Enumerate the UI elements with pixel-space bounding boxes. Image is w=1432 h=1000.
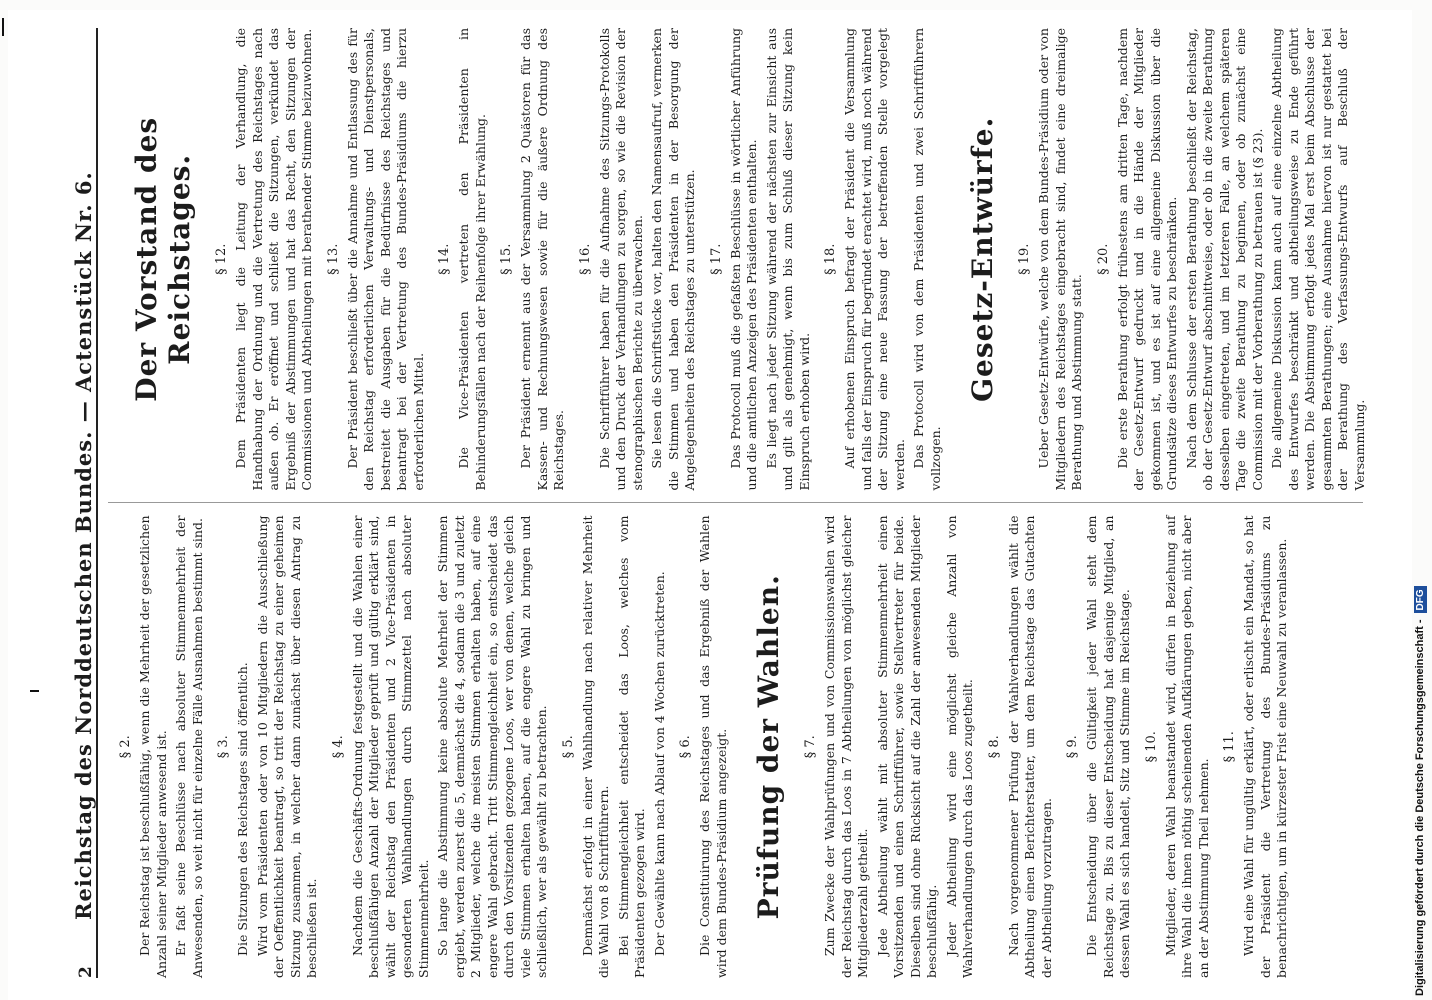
paragraph-number: § 15. [499, 243, 514, 275]
paragraph-text: Wird eine Wahl für ungültig erklärt, oder erlischt ein Mandat, so hat der Präsident die Vertretung des Bundes-Präsidiums zu benachrichtigen, um in kürzester Frist eine Neuwahl zu veranlassen. [1241, 515, 1289, 978]
paragraph-text: Die erste Berathung erfolgt frühestens am dritten Tage, nachdem der Gesetz-Entwurf gedruckt und in die Hände der Mitglieder gekommen ist, und es ist auf eine allgemeine Diskussion über die Grundsätze dieses Entwurfes zu beschränken. [1114, 28, 1179, 491]
scan-mark [2, 18, 4, 36]
paragraph-text: Nachdem die Geschäfts-Ordnung festgestellt und die Wahlen einer beschlußfähigen Anzahl der Mitglieder geprüft und gültig erklärt sind, wählt der Reichstag den Präsidenten und 2 Vice-Präsidenten in gesonderten Wahlhandlungen durch Stimmzettel nach absoluter Stimmenmehrheit. [349, 515, 431, 978]
paragraph-number: § 12. [214, 243, 229, 275]
running-header [44, 28, 98, 978]
paragraph-text: Die Schriftführer haben für die Aufnahme des Sitzungs-Protokolls und den Druck der Verhandlungen zu sorgen, so wie die Revision der stenographischen Berichte zu überwachen. [596, 28, 645, 491]
paragraph-number: § 2. [118, 735, 133, 759]
paragraph-text: Das Protocoll muß die gefaßten Beschlüsse in wörtlicher Anführung und die amtlichen Anzeigen des Präsidenten enthalten. [727, 28, 759, 491]
paragraph-text: Die allgemeine Diskussion kann auch auf eine einzelne Abtheilung des Entwurfes beschränkt und abtheilungsweise zu Ende geführt werden. Die Abstimmung erfolgt jedes Mal erst beim Abschlusse der gesammten Berathungen; eine Ausnahme hiervon ist nur gestattet bei der Berathung des Verfassungs-Entwurfs auf Beschluß der Versammlung. [1269, 28, 1367, 491]
paragraph-text: Demnächst erfolgt in einer Wahlhandlung nach relativer Mehrheit die Wahl von 8 Schriftführern. [579, 515, 611, 978]
document-page [8, 10, 1412, 1000]
paragraph-number: § 4. [330, 735, 346, 759]
paragraph-text: Jede Abtheilung wählt mit absoluter Stimmenmehrheit einen Vorsitzenden und einen Schriftführer, sowie Stellvertreter für beide. Dieselben sind ohne Rücksicht auf die Zahl der anwesenden Mitglieder beschlußfähig. [874, 515, 939, 978]
section-heading-vorstand: Der Vorstand des Reichstages. [130, 116, 196, 402]
paragraph-text: Die Vice-Präsidenten vertreten den Präsidenten in Behinderungsfällen nach der Reihenfolge ihrer Erwählung. [456, 28, 488, 491]
paragraph-number: § 18. [823, 243, 838, 275]
paragraph-number: § 16. [577, 243, 593, 275]
paragraph-text: Zum Zwecke der Wahlprüfungen und von Commissionswahlen wird der Reichstag durch das Loos in 7 Abtheilungen von möglichst gleicher Mitgliederzahl getheilt. [822, 515, 870, 978]
right-column [108, 28, 1367, 504]
paragraph-text: Bei Stimmengleichheit entscheidet das Loos, welches vom Präsidenten gezogen wird. [615, 515, 647, 978]
paragraph-number: § 19. [1017, 243, 1032, 275]
paragraph-text: Dem Präsidenten liegt die Leitung der Verhandlung, die Handhabung der Ordnung und die Vertretung des Reichstages nach außen ob. Er eröffnet und schließt die Sitzungen, verkündet das Ergebniß der Abstimmungen und hat das Recht, den Sitzungen der Commissionen und Abtheilungen mit berathender Stimme beizuwohnen. [233, 28, 314, 491]
digitization-note [1409, 4, 1431, 996]
paragraph-text: Ueber Gesetz-Entwürfe, welche von dem Bundes-Präsidium oder von Mitgliedern des Reichstages eingebracht sind, findet eine dreimalige Berathung und Abstimmung statt. [1036, 28, 1084, 491]
paragraph-number: § 17. [708, 243, 724, 275]
paragraph-text: Mitglieder, deren Wahl beanstandet wird, dürfen in Beziehung auf ihre Wahl die ihnen nöthig scheinenden Aufklärungen geben, nicht aber an der Abstimmung Theil nehmen. [1162, 515, 1211, 978]
paragraph-number: § 20. [1095, 243, 1111, 275]
page-number: 2 [76, 966, 96, 978]
paragraph-number: § 10. [1143, 731, 1159, 763]
section-heading-wahlen: Prüfung der Wahlen. [752, 574, 785, 920]
paragraph-number: § 3. [216, 735, 231, 759]
paragraph-number: § 7. [803, 735, 818, 759]
paragraph-text: Wird vom Präsidenten oder von 10 Mitgliedern die Ausschließung der Oeffentlichkeit beantragt, so tritt der Reichstag zu einer geheimen Sitzung zusammen, in welcher dann zunächst über diesen Antrag zu beschließen ist. [254, 515, 319, 978]
paragraph-text: Der Gewählte kann nach Ablauf von 4 Wochen zurücktreten. [651, 571, 667, 956]
paragraph-number: § 5. [560, 735, 576, 759]
paragraph-text: Nach dem Schlusse der ersten Berathung beschließt der Reichstag, ob der Gesetz-Entwurf abschnittweise, oder ob in die zweite Berathung desselben eingetreten, und im letzteren Falle, an welchem späteren Tage die zweite Berathung zu beginnen, oder ob zunächst eine Commission mit der Vorberathung zu betrauen ist (§ 23). [1183, 28, 1265, 491]
paragraph-text: Das Protocoll wird von dem Präsidenten und zwei Schriftführern vollzogen. [911, 28, 943, 491]
paragraph-number: § 8. [986, 735, 1002, 759]
paragraph-number: § 9. [1065, 735, 1080, 759]
left-column [108, 504, 1363, 979]
paragraph-text: Der Präsident ernennt aus der Versammlung 2 Quästoren für das Kassen- und Rechnungswesen sowie für die äußere Ordnung des Reichstages. [518, 28, 566, 491]
dfg-credit-text: Digitalisierung gefördert durch die Deutsche Forschungsgemeinschaft - [1414, 619, 1426, 996]
paragraph-number: § 6. [678, 735, 693, 759]
paragraph-text: Er faßt seine Beschlüsse nach absoluter Stimmenmehrheit der Anwesenden, so weit nicht für einzelne Fälle Ausnahmen bestimmt sind. [173, 515, 205, 978]
paragraph-text: Der Reichstag ist beschlußfähig, wenn die Mehrheit der gesetzlichen Anzahl seiner Mitglieder anwesend ist. [137, 515, 169, 978]
dfg-logo: DFG [1414, 586, 1427, 613]
paragraph-text: Auf erhobenen Einspruch befragt der Präsident die Versammlung und falls der Einspruch für begründet erachtet wird, muß noch während der Sitzung eine neue Fassung der betreffenden Stelle vorgelegt werden. [842, 28, 907, 491]
paragraph-text: Sie lesen die Schriftstücke vor, halten den Namensaufruf, vermerken die Stimmen und haben den Präsidenten in der Besorgung der Angelegenheiten des Reichstages zu unterstützen. [649, 28, 697, 491]
paragraph-text: Es liegt nach jeder Sitzung während der nächsten zur Einsicht aus und gilt als genehmigt, wenn bis zum Schluß dieser Sitzung kein Einspruch erhoben wird. [763, 28, 812, 491]
scan-mark [30, 690, 39, 692]
running-title: Reichstag des Norddeutschen Bundes. — Actenstück Nr. 6. [71, 171, 96, 920]
paragraph-number: § 13. [325, 243, 341, 275]
paragraph-text: Nach vorgenommener Prüfung der Wahlverhandlungen wählt die Abtheilung einen Berichterstatter, um dem Reichstage das Gutachten der Abtheilung vorzutragen. [1005, 515, 1054, 978]
paragraph-text: Der Präsident beschließt über die Annahme und Entlassung des für den Reichstag erforderlichen Verwaltungs- und Dienstpersonals, bestreitet die Ausgaben für die Bedürfnisse des Reichstages und beantragt bei der Vertretung des Bundes-Präsidiums die hierzu erforderlichen Mittel. [344, 28, 426, 491]
paragraph-text: Die Sitzungen des Reichstages sind öffentlich. [235, 662, 250, 956]
paragraph-text: So lange die Abstimmung keine absolute Mehrheit der Stimmen ergiebt, werden zuerst die 5, demnächst die 4, sodann die 3 und zuletzt 2 Mitglieder, welche die meisten Stimmen erhalten haben, auf eine engere Wahl gebracht. Tritt Stimmengleichheit ein, so entscheidet das durch den Vorsitzenden gezogene Loos, wer von denen, welche gleich viele Stimmen erhalten haben, auf die engere Wahl zu bringen und schließlich, wer als gewählt zu betrachten. [435, 515, 549, 978]
section-heading-gesetz-entwuerfe: Gesetz-Entwürfe. [966, 116, 999, 402]
paragraph-number: § 14. [437, 243, 452, 275]
paragraph-text: Die Entscheidung über die Gültigkeit jeder Wahl steht dem Reichstage zu. Bis zu dieser Entscheidung hat dasjenige Mitglied, an dessen Wahl es sich handelt, Sitz und Stimme im Reichstage. [1084, 515, 1132, 978]
paragraph-text: Die Constituirung des Reichstages und das Ergebniß der Wahlen wird dem Bundes-Präsidium angezeigt. [697, 515, 729, 978]
paragraph-number: § 11. [1222, 731, 1237, 763]
paragraph-text: Jeder Abtheilung wird eine möglichst gleiche Anzahl von Wahlverhandlungen durch das Loos zugetheilt. [943, 515, 975, 978]
